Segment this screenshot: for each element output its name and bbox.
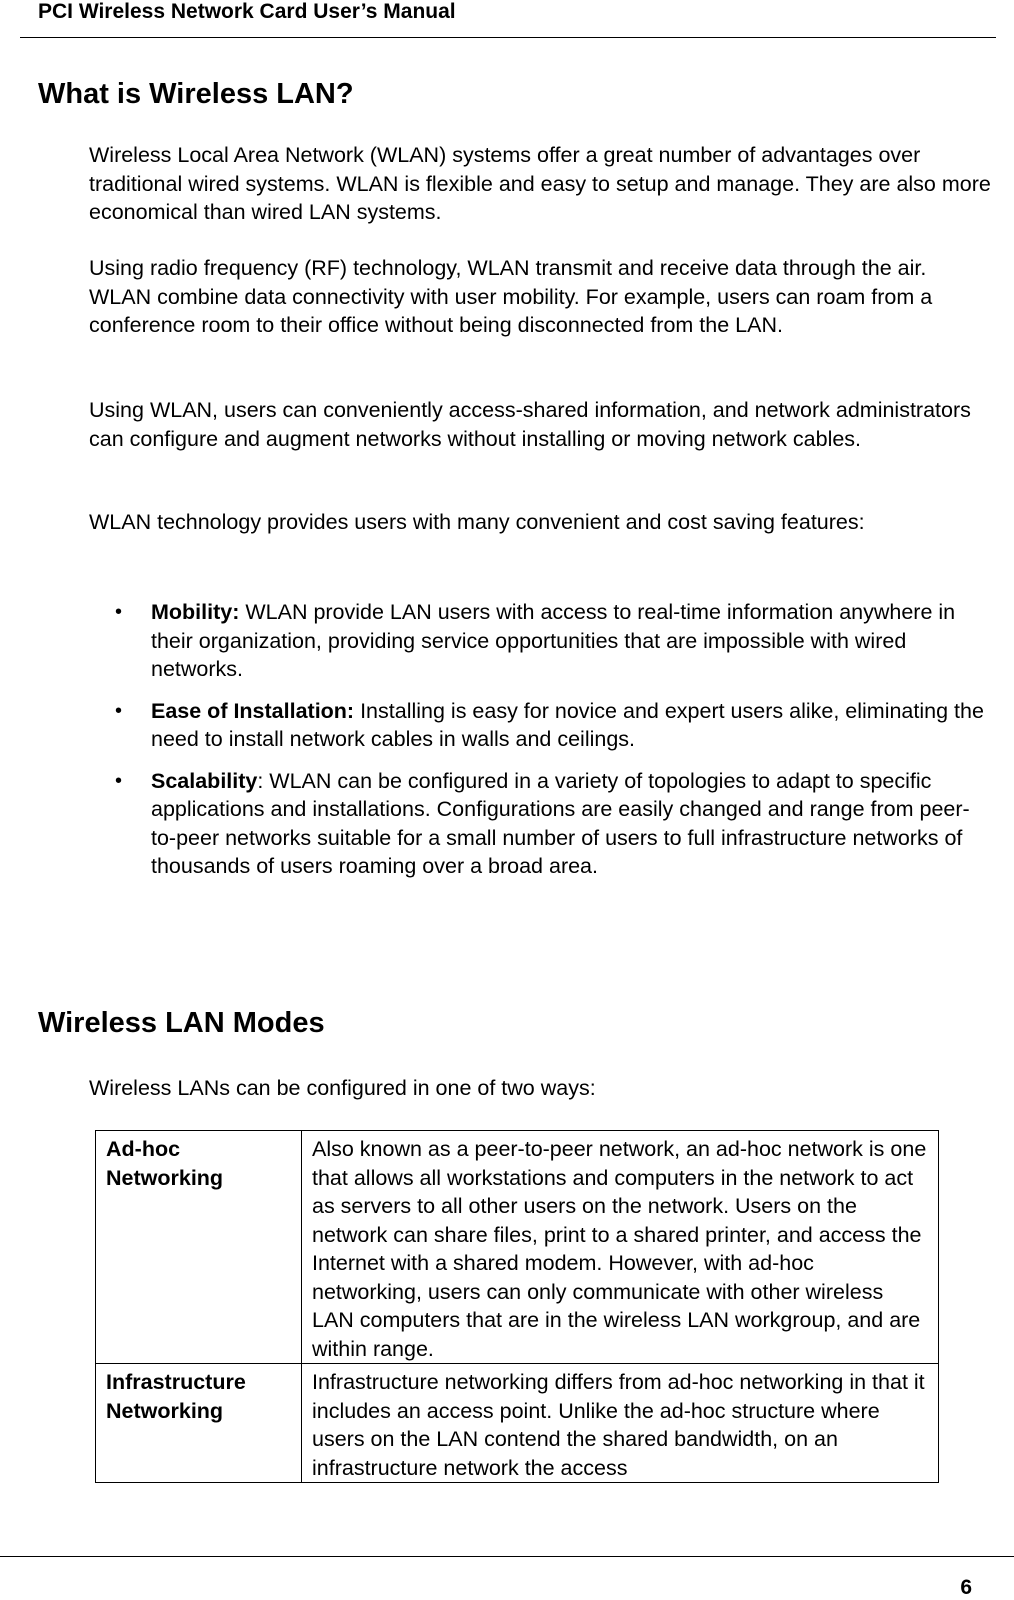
header-divider — [20, 37, 996, 38]
mode-description: Also known as a peer-to-peer network, an ad-hoc network is one that allows all workstations and computers in the network to act as servers to all other users on the network. Users on the network can share files, print to a shared printer, and access the Internet with a shared modem. However, with ad-hoc networking, users can only communicate with other wireless LAN computers that are in the wireless LAN workgroup, and are within range. — [302, 1131, 939, 1364]
footer-divider — [0, 1556, 1014, 1557]
feature-term: Mobility: — [151, 600, 240, 624]
bullet-icon: • — [115, 601, 123, 623]
paragraph: Wireless LANs can be configured in one of two ways: — [89, 1076, 596, 1100]
mode-term: Infrastructure Networking — [96, 1364, 302, 1483]
list-item — [89, 697, 994, 754]
mode-term: Ad-hoc Networking — [96, 1131, 302, 1364]
feature-list — [89, 598, 994, 894]
mode-description: Infrastructure networking differs from ad-hoc networking in that it includes an access point. Unlike the ad-hoc structure where users on the LAN contend the shared bandwidth, on an infrastructure network the access — [302, 1364, 939, 1483]
feature-term: Scalability — [151, 768, 258, 793]
manual-title: PCI Wireless Network Card User’s Manual — [38, 0, 456, 23]
list-item — [89, 598, 994, 684]
feature-term: Ease of Installation: — [151, 698, 355, 723]
section-heading: Wireless LAN Modes — [38, 1007, 325, 1039]
list-item — [89, 767, 994, 881]
table-row — [96, 1131, 939, 1364]
paragraph: Wireless Local Area Network (WLAN) systems offer a great number of advantages over traditional wired systems. WLAN is flexible and easy to setup and manage. They are also more economical than wired LAN systems. — [89, 143, 991, 224]
feature-text: Installing is easy for novice and expert users alike, eliminating the need to install network cables in walls and ceilings. — [151, 698, 984, 751]
feature-text: : WLAN can be configured in a variety of topologies to adapt to specific applications and installations. Configurations are easily changed and range from peer-to-peer networks suitable for a small number of users to full infrastructure networks of thousands of users roaming over a broad area. — [151, 768, 970, 878]
feature-text: WLAN provide LAN users with access to real-time information anywhere in their organization, providing service opportunities that are impossible with wired networks. — [151, 600, 956, 681]
paragraph: Using WLAN, users can conveniently access-shared information, and network administrators can configure and augment networks without installing or moving network cables. — [89, 398, 971, 451]
bullet-icon: • — [115, 769, 123, 792]
page-number: 6 — [960, 1576, 972, 1599]
bullet-icon: • — [115, 699, 123, 722]
paragraph: Using radio frequency (RF) technology, WLAN transmit and receive data through the air. WLAN combine data connectivity with user mobility. For example, users can roam from a conference room to their office without being disconnected from the LAN. — [89, 256, 933, 337]
paragraph: WLAN technology provides users with many convenient and cost saving features: — [89, 510, 865, 534]
table-row — [96, 1364, 939, 1483]
modes-table — [95, 1130, 939, 1483]
section-heading: What is Wireless LAN? — [38, 78, 354, 110]
